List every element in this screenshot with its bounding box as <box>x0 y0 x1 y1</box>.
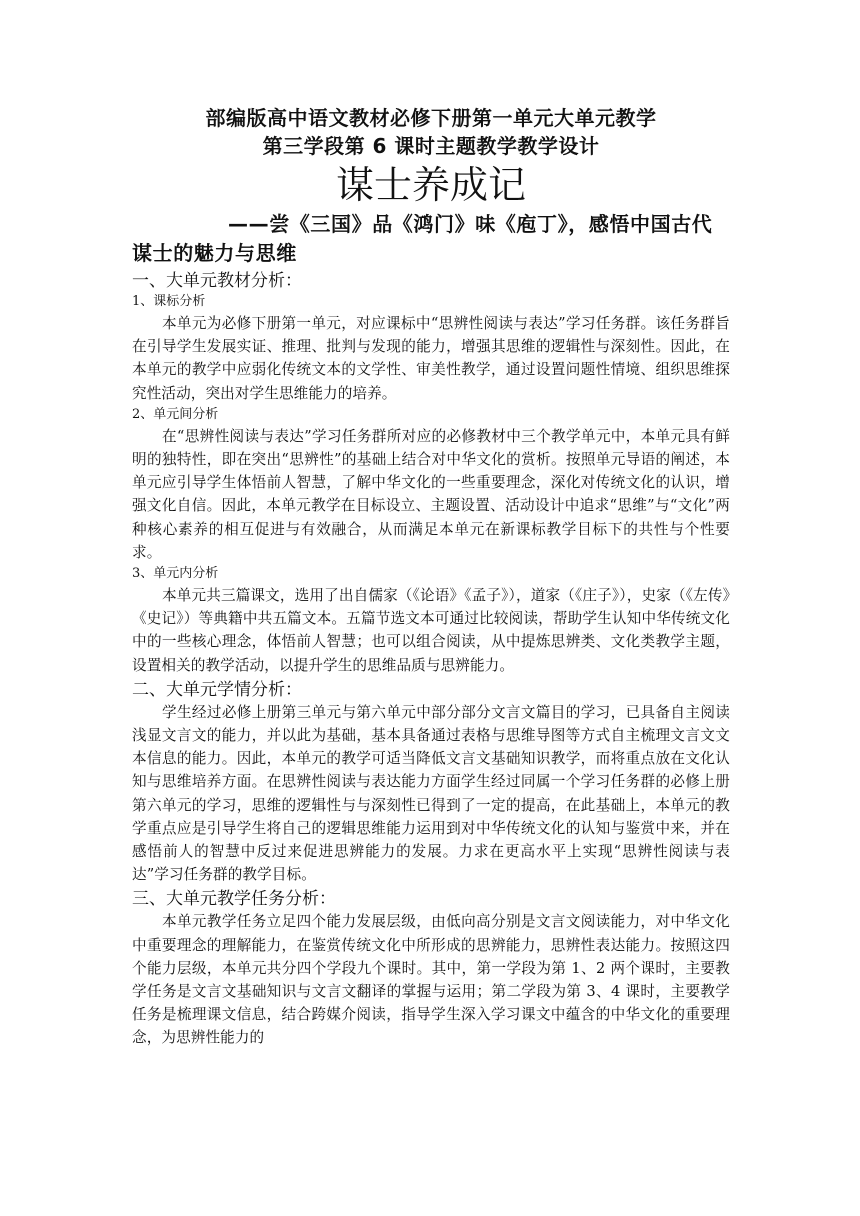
lesson-title: 谋士养成记 <box>335 163 526 207</box>
section-1-1-heading: 1、课标分析 <box>132 294 206 309</box>
document-page <box>132 104 730 1050</box>
section-1-2-heading: 2、单元间分析 <box>132 406 219 422</box>
section-3-paragraph: 本单元教学任务立足四个能力发展层级，由低向高分别是文言文阅读能力，对中华文化中重要理念的理解能力，在鉴赏传统文化中所形成的思辨能力，思辨性表达能力。按照这四个能力层级，本单元共分四个学段九个课时。其中，第一学段为第 1、2 两个课时，主要教学任务是文言文基础知识与文言文翻译的掌握与运用；第二学段为第 3、4 课时，主要教学任务是梳理课文信息，结合跨媒介阅读，指导学生深入学习课文中蕴含的中华文化的重要理念，为思辨性能力的 <box>132 913 730 1047</box>
section-1-heading: 一、大单元教材分析： <box>132 271 302 291</box>
lesson-subtitle: ——尝《三国》品《鸿门》味《庖丁》，感悟中国古代谋士的魅力与思维 <box>132 212 713 265</box>
section-1-3-paragraph: 本单元共三篇课文，选用了出自儒家（《论语》《孟子》），道家（《庄子》），史家（《左传》《史记》）等典籍中共五篇文本。五篇节选文本可通过比较阅读，帮助学生认知中华传统文化中的一些核心理念，体悟前人智慧；也可以组合阅读，从中提炼思辨类、文化类教学主题，设置相关的教学活动，以提升学生的思维品质与思辨能力。 <box>132 587 730 674</box>
section-2-paragraph: 学生经过必修上册第三单元与第六单元中部分部分文言文篇目的学习，已具备自主阅读浅显文言文的能力，并以此为基础，基本具备通过表格与思维导图等方式自主梳理文言文文本信息的能力。因此，本单元的教学可适当降低文言文基础知识教学，而将重点放在文化认知与思维培养方面。在思辨性阅读与表达能力方面学生经过同属一个学习任务群的必修上册第六单元的学习，思维的逻辑性与与深刻性已得到了一定的提高，在此基础上，本单元的教学重点应是引导学生将自己的逻辑思维能力运用到对中华传统文化的认知与鉴赏中来，并在感悟前人的智慧中反过来促进思辨能力的发展。力求在更高水平上实现“思辨性阅读与表达”学习任务群的教学目标。 <box>132 703 730 884</box>
section-1-2-paragraph: 在“思辨性阅读与表达”学习任务群所对应的必修教材中三个教学单元中，本单元具有鲜明的独特性，即在突出“思辨性”的基础上结合对中华文化的赏析。按照单元导语的阐述，本单元应引导学生体悟前人智慧，了解中华文化的一些重要理念，深化对传统文化的认识，增强文化自信。因此，本单元教学在目标设立、主题设置、活动设计中追求“思维”与“文化”两种核心素养的相互促进与有效融合，从而满足本单元在新课标教学目标下的共性与个性要求。 <box>132 427 730 561</box>
document-title-line-2: 第三学段第 6 课时主题教学教学设计 <box>262 134 600 158</box>
section-1-3-heading: 3、单元内分析 <box>132 566 219 582</box>
section-3-heading: 三、大单元教学任务分析： <box>132 889 336 910</box>
section-1-1-paragraph: 本单元为必修下册第一单元，对应课标中“思辨性阅读与表达”学习任务群。该任务群旨在引导学生发展实证、推理、批判与发现的能力，增强其思维的逻辑性与深刻性。因此，在本单元的教学中应弱化传统文本的文学性、审美性教学，通过设置问题性情境、组织思维探究性活动，突出对学生思维能力的培养。 <box>132 315 730 402</box>
document-title-line-1: 部编版高中语文教材必修下册第一单元大单元教学 <box>205 106 657 130</box>
section-2-heading: 二、大单元学情分析： <box>132 679 302 700</box>
